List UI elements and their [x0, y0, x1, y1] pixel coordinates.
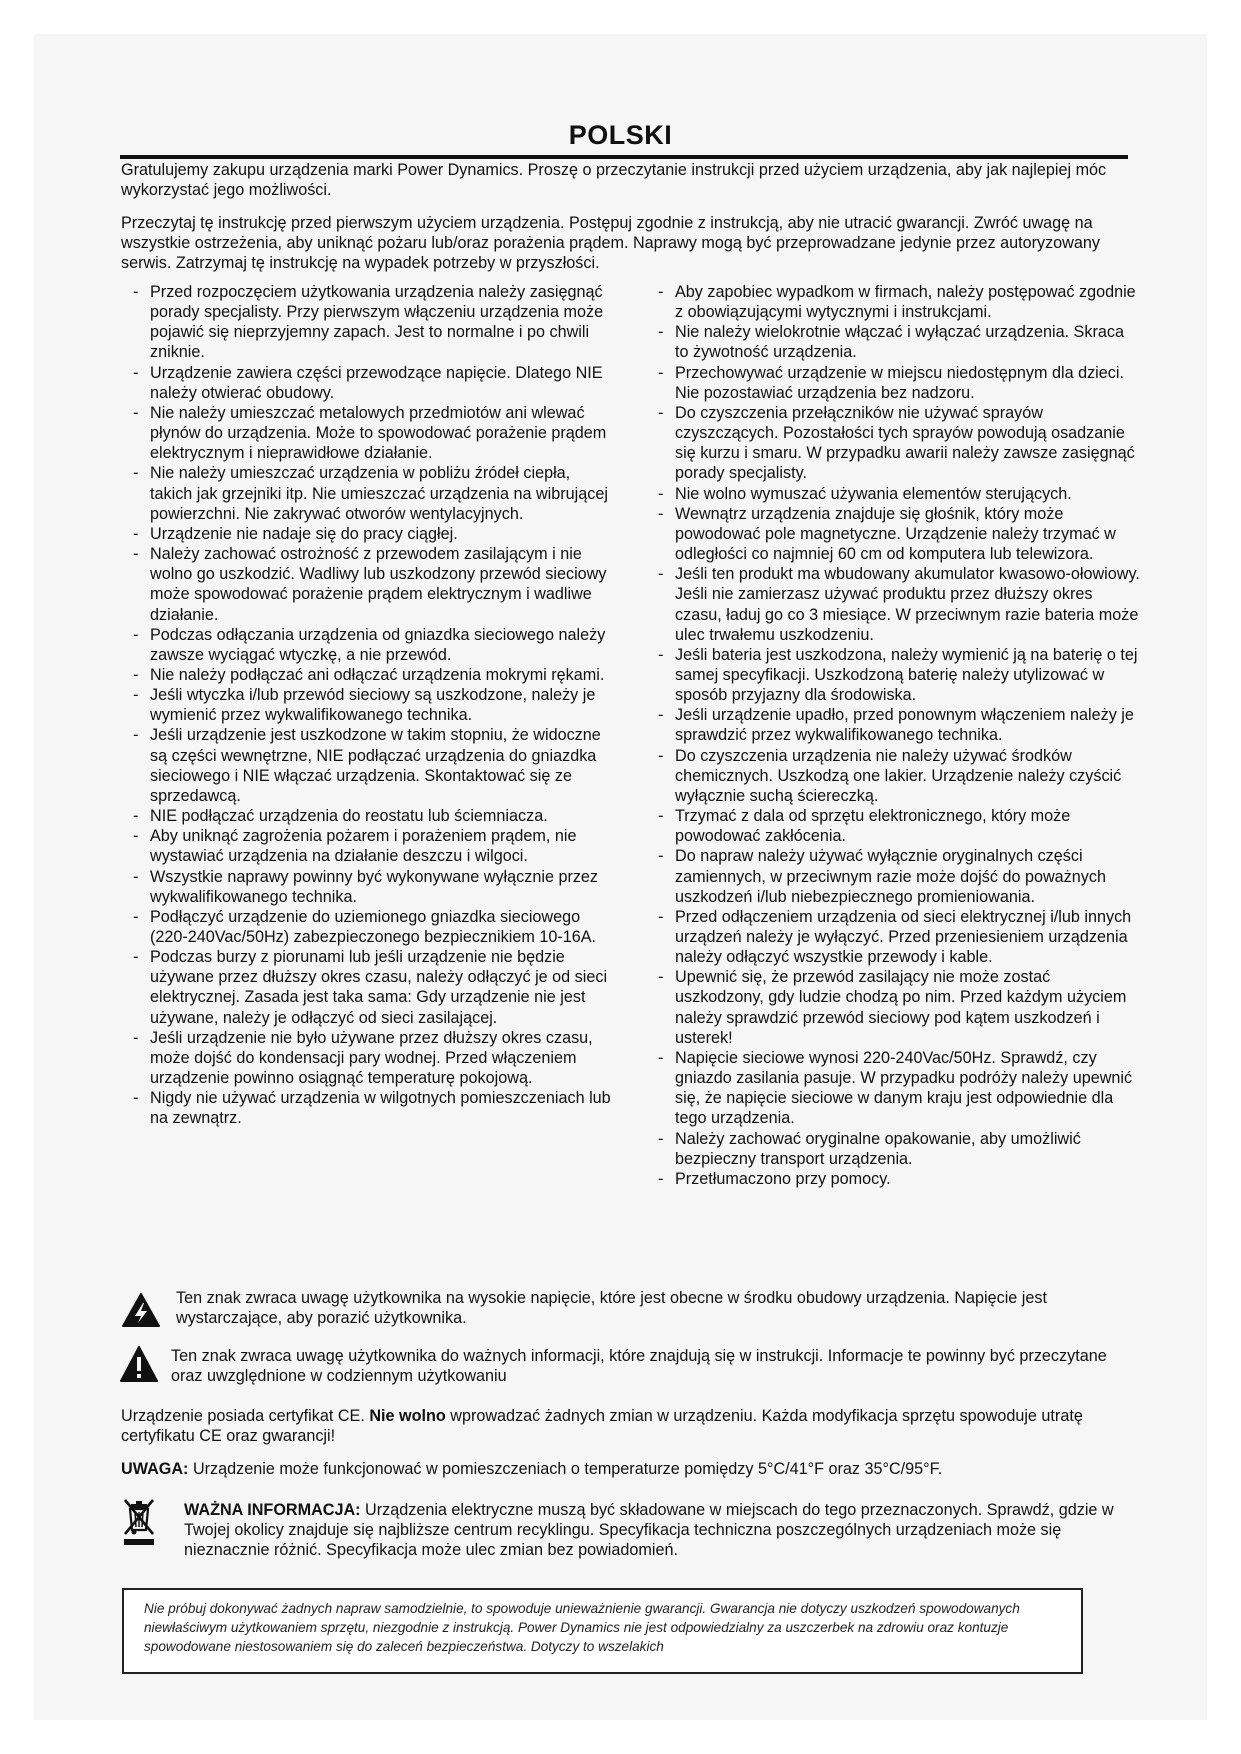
list-item: - Wszystkie naprawy powinny być wykonywane wyłącznie przez wykwalifikowanego technika. — [133, 867, 613, 907]
list-item: - Do czyszczenia przełączników nie używać sprayów czyszczących. Pozostałości tych sprayów powodują osadzanie się kurzu i smaru. W przypadku awarii należy zawsze zasięgnąć porady specjalisty. — [658, 403, 1140, 484]
list-item: - Nie należy umieszczać metalowych przedmiotów ani wlewać płynów do urządzenia. Może to spowodować porażenie prądem elektrycznym i nieprawidłowe działanie. — [133, 403, 613, 463]
high-voltage-notice: Ten znak zwraca uwagę użytkownika na wysokie napięcie, które jest obecne w środku obudowy urządzenia. Napięcie jest wystarczające, aby porazić użytkownika. — [176, 1289, 1047, 1327]
warning-text: Urządzenie może funkcjonować w pomieszczeniach o temperaturze pomiędzy 5°C/41°F oraz 35°C/95°F. — [192, 1460, 943, 1478]
warranty-disclaimer-text: Nie próbuj dokonywać żadnych napraw samodzielnie, to spowoduje unieważnienie gwarancji. Gwarancja nie dotyczy uszkodzeń spowodowanych niewłaściwym użytkowaniem sprzętu, niezgodnie z instrukcją. Power Dynamics nie jest odpowiedzialny za uszczerbek na zdrowiu oraz kontuzje spowodowane niestosowaniem się do zaleceń bezpieczeństwa. Dotyczy to wszelakich — [144, 1601, 1020, 1654]
important-info-notice: Ten znak zwraca uwagę użytkownika do ważnych informacji, które znajdują się w instrukcji. Informacje te powinny być przeczytane oraz uwzględnione w codziennym użytkowaniu — [171, 1347, 1107, 1385]
temperature-warning — [121, 1459, 1126, 1479]
list-item: - Aby uniknąć zagrożenia pożarem i porażeniem prądem, nie wystawiać urządzenia na działanie deszczu i wilgoci. — [133, 826, 613, 866]
list-item: - Upewnić się, że przewód zasilający nie może zostać uszkodzony, gdy ludzie chodzą po nim. Przed każdym użyciem należy sprawdzić przewód sieciowy pod kątem uszkodzeń i usterek! — [658, 967, 1140, 1048]
list-item: - Do napraw należy używać wyłącznie oryginalnych części zamiennych, w przeciwnym razie może dojść do poważnych uszkodzeń i/lub niebezpiecznego promieniowania. — [658, 846, 1140, 906]
title-rule — [120, 155, 1128, 159]
list-item: - Należy zachować ostrożność z przewodem zasilającym i nie wolno go uszkodzić. Wadliwy lub uszkodzony przewód sieciowy może spowodować porażenie prądem elektrycznym i wadliwe działanie. — [133, 544, 613, 625]
list-item: - Jeśli urządzenie upadło, przed ponownym włączeniem należy je sprawdzić przez wykwalifikowanego technika. — [658, 705, 1140, 745]
list-item: - Nie należy wielokrotnie włączać i wyłączać urządzenia. Skraca to żywotność urządzenia. — [658, 322, 1140, 362]
list-item: - Podczas odłączania urządzenia od gniazdka sieciowego należy zawsze wyciągać wtyczkę, a nie przewód. — [133, 625, 613, 665]
high-voltage-warning-icon — [121, 1292, 161, 1328]
list-item: - Aby zapobiec wypadkom w firmach, należy postępować zgodnie z obowiązującymi wytycznymi i instrukcjami. — [658, 282, 1140, 322]
weee-disposal-notice — [184, 1500, 1114, 1560]
list-item: - Wewnątrz urządzenia znajduje się głośnik, który może powodować pole magnetyczne. Urządzenie należy trzymać w odległości co najmniej 60 cm od komputera lub telewizora. — [658, 504, 1140, 564]
page-title: POLSKI — [568, 120, 673, 150]
list-item: - Podłączyć urządzenie do uziemionego gniazdka sieciowego (220-240Vac/50Hz) zabezpieczonego bezpiecznikiem 10-16A. — [133, 907, 613, 947]
list-item: - Trzymać z dala od sprzętu elektronicznego, który może powodować zakłócenia. — [658, 806, 1140, 846]
important-label: WAŻNA INFORMACJA: — [184, 1501, 361, 1519]
list-item: - Jeśli wtyczka i/lub przewód sieciowy są uszkodzone, należy je wymienić przez wykwalifikowanego technika. — [133, 685, 613, 725]
list-item: - Nigdy nie używać urządzenia w wilgotnych pomieszczeniach lub na zewnątrz. — [133, 1088, 613, 1128]
list-item: - Napięcie sieciowe wynosi 220-240Vac/50Hz. Sprawdź, czy gniazdo zasilania pasuje. W przypadku podróży należy upewnić się, że napięcie sieciowe w danym kraju jest odpowiednie dla tego urządzenia. — [658, 1048, 1140, 1129]
list-item: - Nie należy podłączać ani odłączać urządzenia mokrymi rękami. — [133, 665, 613, 685]
safety-list-right — [658, 282, 1140, 1189]
ce-text-end: wprowadzać żadnych zmian w urządzeniu. Każda modyfikacja sprzętu spowoduje utratę certyfikatu CE oraz gwarancji! — [121, 1407, 1083, 1445]
list-item: - Jeśli urządzenie nie było używane przez dłuższy okres czasu, może dojść do kondensacji pary wodnej. Przed włączeniem urządzenie powinno osiągnąć temperaturę pokojową. — [133, 1028, 613, 1088]
exclamation-warning-icon — [119, 1345, 159, 1383]
list-item: - Przed rozpoczęciem użytkowania urządzenia należy zasięgnąć porady specjalisty. Przy pierwszym włączeniu urządzenia może pojawić się nieprzyjemny zapach. Jest to normalne i po chwili zniknie. — [133, 282, 613, 363]
list-item: - Nie wolno wymuszać używania elementów sterujących. — [658, 484, 1140, 504]
list-item: - Należy zachować oryginalne opakowanie, aby umożliwić bezpieczny transport urządzenia. — [658, 1129, 1140, 1169]
list-item: - Nie należy umieszczać urządzenia w pobliżu źródeł ciepła, takich jak grzejniki itp. Nie umieszczać urządzenia na wibrującej powierzchni. Nie zakrywać otworów wentylacyjnych. — [133, 463, 613, 523]
list-item: - Jeśli bateria jest uszkodzona, należy wymienić ją na baterię o tej samej specyfikacji. Uszkodzoną baterię należy utylizować w sposób przyjazny dla środowiska. — [658, 645, 1140, 705]
list-item: - Przechowywać urządzenie w miejscu niedostępnym dla dzieci. Nie pozostawiać urządzenia bez nadzoru. — [658, 363, 1140, 403]
list-item: - Jeśli ten produkt ma wbudowany akumulator kwasowo-ołowiowy. Jeśli nie zamierzasz używać produktu przez dłuższy okres czasu, ładuj go co 3 miesiące. W przeciwnym razie bateria może ulec trwałemu uszkodzeniu. — [658, 564, 1140, 645]
list-item: - Urządzenie nie nadaje się do pracy ciągłej. — [133, 524, 613, 544]
important-text: Urządzenia elektryczne muszą być składowane w miejscach do tego przeznaczonych. Sprawdź, gdzie w Twojej okolicy znajduje się najbliższe centrum recyklingu. Specyfikacja techniczna poszczególnych urządzeniach może się nieznacznie różnić. Specyfikacja może ulec zmian bez powiadomień. — [184, 1501, 1114, 1559]
list-item: - NIE podłączać urządzenia do reostatu lub ściemniacza. — [133, 806, 613, 826]
warranty-disclaimer-box — [122, 1588, 1083, 1674]
ce-certificate-notice — [121, 1406, 1126, 1446]
safety-list-left — [133, 282, 613, 1129]
list-item: - Urządzenie zawiera części przewodzące napięcie. Dlatego NIE należy otwierać obudowy. — [133, 363, 613, 403]
intro-paragraph-1: Gratulujemy zakupu urządzenia marki Power Dynamics. Proszę o przeczytanie instrukcji przed użyciem urządzenia, aby jak najlepiej móc wykorzystać jego możliwości. — [121, 161, 1107, 199]
list-item: - Przed odłączeniem urządzenia od sieci elektrycznej i/lub innych urządzeń należy je wyłączyć. Przed przeniesieniem urządzenia należy odłączyć wszystkie przewody i kable. — [658, 907, 1140, 967]
list-item: - Jeśli urządzenie jest uszkodzone w takim stopniu, że widoczne są części wewnętrzne, NIE podłączać urządzenia do gniazdka sieciowego i NIE włączać urządzenia. Skontaktować się ze sprzedawcą. — [133, 725, 613, 806]
crossed-bin-icon — [122, 1496, 156, 1546]
list-item: - Do czyszczenia urządzenia nie należy używać środków chemicznych. Uszkodzą one lakier. Urządzenie należy czyścić wyłącznie suchą ściereczką. — [658, 746, 1140, 806]
ce-bold-text: Nie wolno — [369, 1407, 446, 1425]
ce-text-start: Urządzenie posiada certyfikat CE. — [121, 1407, 365, 1425]
intro-paragraph-2: Przeczytaj tę instrukcję przed pierwszym użyciem urządzenia. Postępuj zgodnie z instrukcją, aby nie utracić gwarancji. Zwróć uwagę na wszystkie ostrzeżenia, aby uniknąć pożaru lub/oraz porażenia prądem. Naprawy mogą być przeprowadzane jedynie przez autoryzowany serwis. Zatrzymaj tę instrukcję na wypadek potrzeby w przyszłości. — [121, 214, 1100, 272]
list-item: - Przetłumaczono przy pomocy. — [658, 1169, 1140, 1189]
warning-label: UWAGA: — [121, 1460, 189, 1478]
list-item: - Podczas burzy z piorunami lub jeśli urządzenie nie będzie używane przez dłuższy okres czasu, należy odłączyć je od sieci elektrycznej. Zasada jest taka sama: Gdy urządzenie nie jest używane, należy je odłączyć od sieci zasilającej. — [133, 947, 613, 1028]
